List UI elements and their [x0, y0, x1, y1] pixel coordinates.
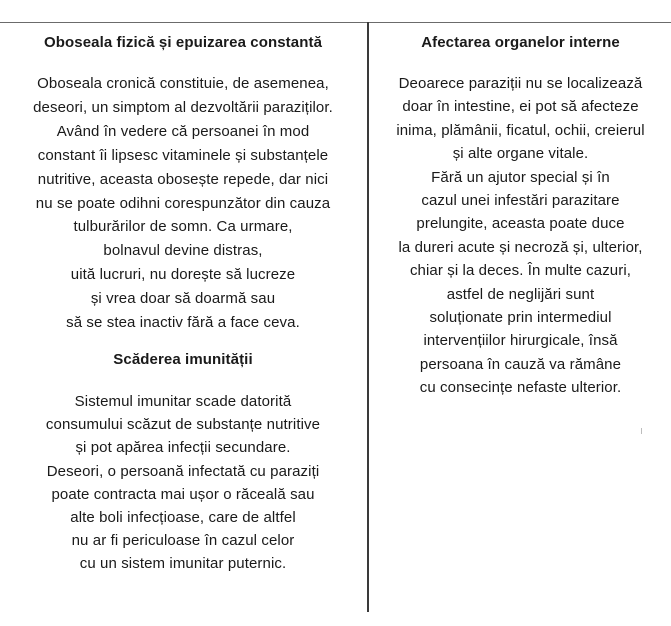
text-line: tulburărilor de somn. Ca urmare,: [73, 218, 293, 236]
text-line: soluționate prin intermediul: [429, 309, 612, 327]
text-line: poate contracta mai ușor o răceală sau: [51, 485, 315, 503]
text-line: Deoarece paraziții nu se localizează: [398, 75, 643, 92]
text-line: intervențiilor hirurgicale, însă: [423, 332, 618, 350]
paragraph-fatigue: [0, 72, 366, 335]
text-line: alte boli infecțioase, care de altfel: [70, 508, 296, 526]
text-line: prelungite, aceasta poate duce: [416, 215, 625, 233]
text-line: nutritive, aceasta obosește repede, dar nici: [37, 170, 329, 188]
text-line: bolnavul devine distras,: [103, 242, 263, 260]
text-line: și pot apărea infecții secundare.: [75, 439, 291, 457]
text-line: Fără un ajutor special și în: [431, 168, 610, 186]
text-line: la dureri acute și necroză și, ulterior,: [398, 238, 643, 256]
text-line: să se stea inactiv fără a face ceva.: [66, 314, 300, 332]
text-line: nu se poate odihni corespunzător din cauza: [35, 194, 331, 212]
text-line: deseori, un simptom al dezvoltării paraziților.: [33, 98, 333, 116]
scan-speck: [641, 428, 642, 434]
top-border-line: [0, 22, 671, 23]
text-line: Sistemul imunitar scade datorită: [74, 392, 292, 410]
text-line: și alte organe vitale.: [452, 145, 589, 163]
text-line: cu un sistem imunitar puternic.: [79, 555, 287, 573]
text-line: nu ar fi periculoase în cazul celor: [71, 532, 295, 550]
text-line: doar în intestine, ei pot să afecteze: [402, 98, 639, 116]
text-line: Deseori, o persoană infectată cu paraziți: [46, 462, 320, 480]
text-line: și vrea doar să doarmă sau: [90, 290, 276, 308]
section-title-fatigue: Oboseala fizică și epuizarea constantă: [43, 34, 323, 51]
text-line: astfel de neglijări sunt: [446, 285, 595, 303]
text-line: Având în vedere că persoanei în mod: [56, 122, 310, 140]
text-line: inima, plămânii, ficatul, ochii, creierul: [396, 121, 645, 139]
section-title-organs: Afectarea organelor interne: [421, 34, 620, 51]
section-title-immunity: Scăderea imunității: [113, 350, 253, 368]
text-line: Oboseala cronică constituie, de asemenea,: [37, 75, 329, 92]
paragraph-immunity: [0, 390, 366, 576]
text-line: persoana în cauză va rămâne: [419, 355, 622, 373]
left-column: [0, 33, 366, 576]
text-line: constant îi lipsesc vitaminele și substanțele: [37, 146, 329, 164]
text-line: chiar și la deces. În multe cazuri,: [409, 262, 632, 280]
column-divider: [367, 22, 369, 612]
right-column: [370, 33, 671, 400]
text-line: uită lucruri, nu dorește să lucreze: [70, 266, 296, 284]
text-line: consumului scăzut de substanțe nutritive: [45, 416, 321, 434]
text-line: cu consecințe nefaste ulterior.: [419, 379, 622, 397]
paragraph-organs: [370, 72, 671, 400]
text-line: cazul unei infestări parazitare: [421, 192, 620, 210]
